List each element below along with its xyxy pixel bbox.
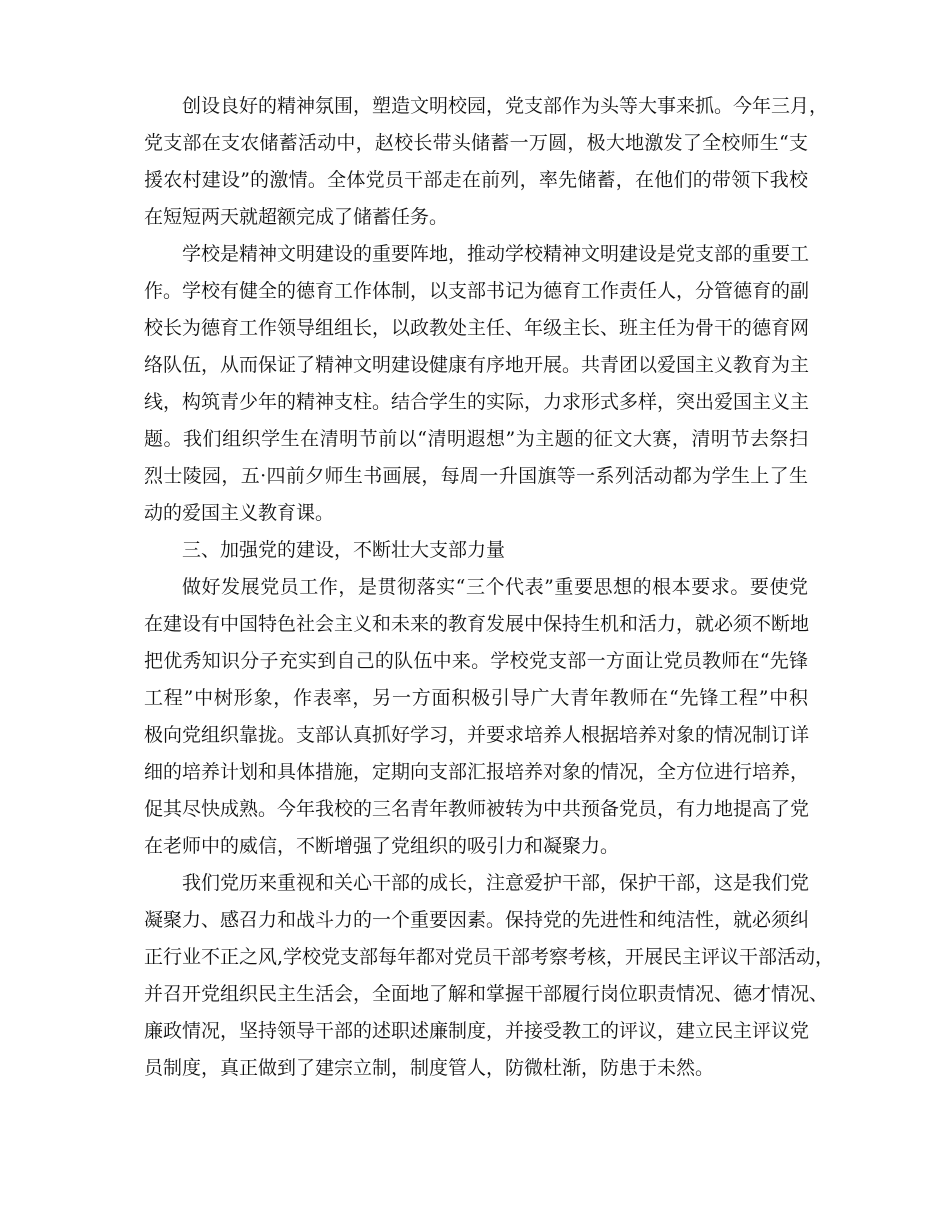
text-line: 党支部在支农储蓄活动中，赵校长带头储蓄一万圆，极大地激发了全校师生“支 — [144, 132, 808, 154]
text-line: 作。学校有健全的德育工作体制，以支部书记为德育工作责任人，分管德育的副 — [144, 280, 810, 302]
text-line: 烈士陵园，五·四前夕师生书画展，每周一升国旗等一系列活动都为学生上了生 — [144, 465, 808, 487]
section-heading — [144, 532, 808, 569]
paragraph — [144, 569, 808, 865]
text-line: 络队伍，从而保证了精神文明建设健康有序地开展。共青团以爱国主义教育为主 — [144, 354, 810, 376]
text-line: 正行业不正之风,学校党支部每年都对党员干部考察考核，开展民主评议干部活动， — [144, 946, 835, 968]
text-line: 细的培养计划和具体措施，定期向支部汇报培养对象的情况，全方位进行培养， — [144, 761, 810, 783]
text-line: 学校是精神文明建设的重要阵地，推动学校精神文明建设是党支部的重要工 — [182, 243, 810, 265]
text-line: 廉政情况，坚持领导干部的述职述廉制度，并接受教工的评议，建立民主评议党 — [144, 1020, 810, 1042]
text-line: 在短短两天就超额完成了储蓄任务。 — [144, 206, 449, 228]
text-line: 校长为德育工作领导组组长，以政教处主任、年级主长、班主任为骨干的德育网 — [144, 317, 810, 339]
text-line: 把优秀知识分子充实到自己的队伍中来。学校党支部一方面让党员教师在“先锋 — [144, 650, 808, 672]
text-line: 创设良好的精神氛围，塑造文明校园，党支部作为头等大事来抓。今年三月， — [182, 95, 829, 117]
text-line: 动的爱国主义教育课。 — [144, 502, 335, 524]
text-line: 援农村建设”的激情。全体党员干部走在前列，率先储蓄，在他们的带领下我校 — [144, 169, 808, 191]
text-line: 做好发展党员工作，是贯彻落实“三个代表”重要思想的根本要求。要使党 — [182, 576, 808, 598]
text-line: 线，构筑青少年的精神支柱。结合学生的实际，力求形式多样，突出爱国主义主 — [144, 391, 810, 413]
text-line: 工程”中树形象，作表率，另一方面积极引导广大青年教师在“先锋工程”中积 — [144, 687, 808, 709]
text-line: 在老师中的威信，不断增强了党组织的吸引力和凝聚力。 — [144, 835, 620, 857]
paragraph — [144, 865, 835, 1087]
text-line: 极向党组织靠拢。支部认真抓好学习，并要求培养人根据培养对象的情况制订详 — [144, 724, 810, 746]
text-line: 我们党历来重视和关心干部的成长，注意爱护干部，保护干部，这是我们党 — [182, 872, 810, 894]
text-line: 在建设有中国特色社会主义和未来的教育发展中保持生机和活力，就必须不断地 — [144, 613, 810, 635]
text-line: 员制度，真正做到了建宗立制，制度管人，防微杜渐，防患于未然。 — [144, 1057, 715, 1079]
document-body — [144, 88, 835, 1087]
paragraph — [144, 88, 829, 236]
text-line: 题。我们组织学生在清明节前以“清明遐想”为主题的征文大赛，清明节去祭扫 — [144, 428, 808, 450]
text-line: 凝聚力、感召力和战斗力的一个重要因素。保持党的先进性和纯洁性，就必须纠 — [144, 909, 810, 931]
text-line: 并召开党组织民主生活会，全面地了解和掌握干部履行岗位职责情况、德才情况、 — [144, 983, 829, 1005]
text-line: 促其尽快成熟。今年我校的三名青年教师被转为中共预备党员，有力地提高了党 — [144, 798, 810, 820]
paragraph — [144, 236, 808, 532]
heading-text: 三、加强党的建设，不断壮大支部力量 — [182, 539, 506, 561]
